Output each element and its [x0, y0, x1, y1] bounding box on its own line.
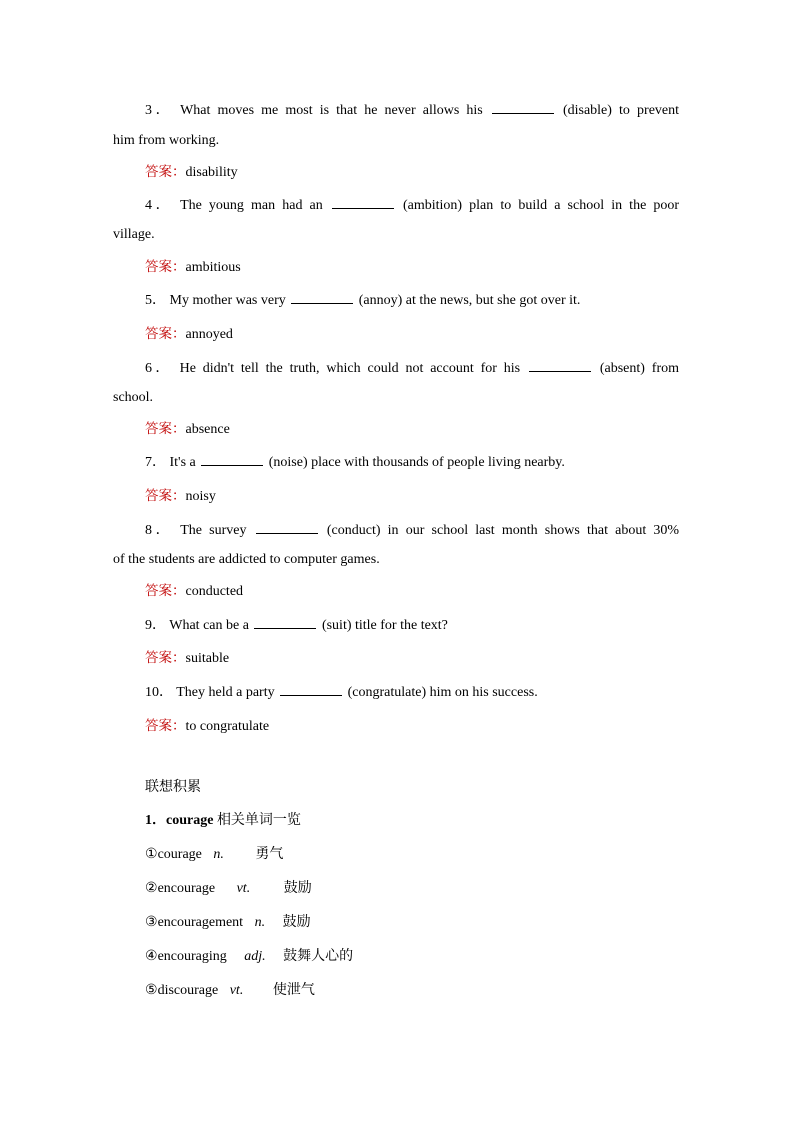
answer-label: 答案： — [145, 718, 186, 734]
question-4-line1 — [113, 196, 679, 215]
answer-8 — [145, 582, 243, 601]
item-word: discourage — [157, 983, 219, 998]
question-6-line2: school. — [113, 390, 154, 405]
question-text: He didn't tell the truth, which could not account for his — [179, 361, 521, 376]
word-item-5 — [145, 981, 315, 1000]
answer-blank — [280, 683, 342, 696]
answer-blank — [201, 453, 263, 466]
item-pos: adj. — [244, 949, 266, 964]
item-mark: ④ — [145, 949, 158, 964]
question-text: What moves me most is that he never allows his — [180, 103, 483, 118]
item-meaning: 鼓舞人心的 — [283, 948, 354, 964]
word-item-2 — [145, 879, 312, 898]
question-text: It's a — [169, 455, 196, 470]
answer-label: 答案： — [145, 259, 186, 275]
question-number: 8． — [145, 523, 174, 538]
group-heading — [145, 811, 301, 830]
question-text: (absent) from — [599, 361, 679, 376]
item-meaning: 使泄气 — [272, 982, 315, 998]
answer-9 — [145, 649, 229, 668]
group-number: 1． — [145, 813, 166, 828]
group-title: 相关单词一览 — [216, 812, 301, 828]
item-meaning: 鼓励 — [283, 880, 312, 896]
question-8-line1 — [113, 521, 679, 540]
question-7-line1 — [145, 453, 565, 472]
answer-blank — [291, 291, 353, 304]
item-word: encourage — [157, 881, 216, 896]
answer-label: 答案： — [145, 164, 186, 180]
question-text: (noise) place with thousands of people living nearby. — [268, 455, 565, 470]
item-pos: vt. — [236, 881, 251, 896]
item-meaning: 勇气 — [255, 846, 284, 862]
word-item-4 — [145, 947, 353, 966]
question-text: (congratulate) him on his success. — [347, 685, 538, 700]
question-text: (conduct) in our school last month shows that about 30% — [326, 523, 680, 538]
item-pos: n. — [213, 847, 224, 862]
question-3-line2: him from working. — [113, 133, 220, 148]
answer-blank — [332, 196, 394, 209]
question-number: 5． — [145, 293, 166, 308]
item-mark: ③ — [145, 915, 158, 930]
question-text: (annoy) at the news, but she got over it. — [358, 293, 581, 308]
question-number: 7． — [145, 455, 166, 470]
section-title: 联想积累 — [145, 779, 201, 795]
question-text: (disable) to prevent — [562, 103, 680, 118]
question-text: (suit) title for the text? — [321, 618, 448, 633]
answer-7 — [145, 487, 216, 506]
word-item-1 — [145, 845, 283, 864]
question-text: They held a party — [176, 685, 275, 700]
question-text: The survey — [180, 523, 247, 538]
answer-value: noisy — [185, 489, 216, 504]
word-item-3 — [145, 913, 311, 932]
answer-blank — [254, 616, 316, 629]
answer-blank — [529, 359, 591, 372]
item-word: courage — [157, 847, 202, 862]
answer-label: 答案： — [145, 326, 186, 342]
question-number: 9． — [145, 618, 166, 633]
answer-4 — [145, 258, 241, 277]
question-number: 10． — [145, 685, 173, 700]
item-mark: ⑤ — [145, 983, 158, 998]
question-5-line1 — [145, 291, 580, 310]
answer-value: suitable — [185, 651, 230, 666]
answer-value: ambitious — [185, 260, 241, 275]
answer-label: 答案： — [145, 488, 186, 504]
question-text: (ambition) plan to build a school in the poor — [402, 198, 680, 213]
question-number: 4． — [145, 198, 174, 213]
answer-6 — [145, 420, 230, 439]
answer-value: to congratulate — [185, 719, 270, 734]
item-mark: ② — [145, 881, 158, 896]
question-3-line1 — [113, 101, 679, 120]
answer-blank — [492, 101, 554, 114]
question-4-line2: village. — [113, 227, 155, 242]
item-meaning: 鼓励 — [282, 914, 311, 930]
question-6-line1 — [113, 359, 679, 378]
item-word: encouraging — [157, 949, 227, 964]
answer-label: 答案： — [145, 583, 186, 599]
question-number: 3． — [145, 103, 174, 118]
answer-blank — [256, 521, 318, 534]
question-text: What can be a — [169, 618, 249, 633]
answer-value: disability — [185, 165, 238, 180]
question-8-line2: of the students are addicted to computer games. — [113, 552, 380, 567]
question-10-line1 — [145, 683, 538, 702]
answer-label: 答案： — [145, 650, 186, 666]
item-pos: n. — [254, 915, 266, 930]
question-text: My mother was very — [169, 293, 286, 308]
question-9-line1 — [145, 616, 448, 635]
item-mark: ① — [145, 847, 158, 862]
answer-value: conducted — [185, 584, 244, 599]
answer-value: annoyed — [185, 327, 233, 342]
group-word: courage — [166, 813, 214, 828]
answer-10 — [145, 717, 269, 736]
answer-label: 答案： — [145, 421, 186, 437]
item-word: encouragement — [157, 915, 244, 930]
item-pos: vt. — [229, 983, 244, 998]
question-text: The young man had an — [180, 198, 323, 213]
answer-5 — [145, 325, 233, 344]
question-number: 6． — [145, 361, 173, 376]
answer-3 — [145, 163, 238, 182]
answer-value: absence — [185, 422, 230, 437]
